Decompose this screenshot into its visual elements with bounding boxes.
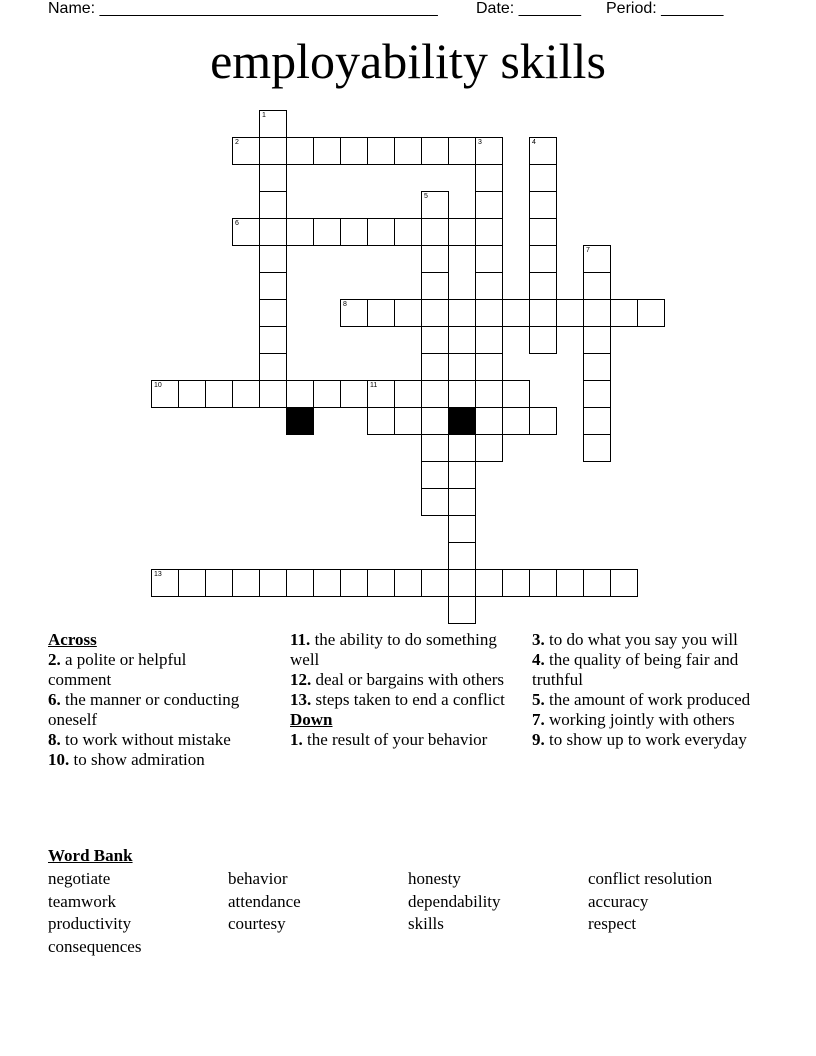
- grid-cell[interactable]: [583, 272, 611, 300]
- grid-cell[interactable]: [340, 137, 368, 165]
- grid-cell[interactable]: [421, 407, 449, 435]
- clue-item-number: 13.: [290, 690, 312, 709]
- clue-item: [532, 650, 762, 690]
- grid-cell[interactable]: [448, 596, 476, 624]
- grid-cell[interactable]: [475, 164, 503, 192]
- clue-number: 5: [424, 193, 428, 200]
- grid-cell[interactable]: [610, 569, 638, 597]
- grid-cell[interactable]: [502, 407, 530, 435]
- grid-cell[interactable]: [421, 569, 449, 597]
- clue-item-text: the amount of work produced: [544, 690, 751, 709]
- grid-cell[interactable]: [259, 245, 287, 273]
- clue-number: 3: [478, 139, 482, 146]
- grid-cell[interactable]: [394, 299, 422, 327]
- clue-item-text: to work without mistake: [60, 730, 231, 749]
- grid-cell[interactable]: [421, 434, 449, 462]
- grid-cell[interactable]: [367, 407, 395, 435]
- grid-cell[interactable]: [448, 569, 476, 597]
- grid-cell[interactable]: [259, 137, 287, 165]
- grid-cell[interactable]: [637, 299, 665, 327]
- clue-item-text: working jointly with others: [544, 710, 735, 729]
- grid-cell[interactable]: [448, 461, 476, 489]
- grid-cell[interactable]: [394, 137, 422, 165]
- clue-item-text: steps taken to end a conflict: [311, 690, 505, 709]
- grid-cell[interactable]: [583, 569, 611, 597]
- grid-cell[interactable]: [259, 110, 287, 138]
- clue-item: [48, 650, 248, 690]
- clue-number: 2: [235, 139, 239, 146]
- word-bank-item: negotiate: [48, 869, 111, 888]
- grid-cell[interactable]: [340, 569, 368, 597]
- clue-item-text: to show admiration: [69, 750, 205, 769]
- word-bank-item: conflict resolution: [588, 869, 713, 888]
- grid-cell[interactable]: [259, 191, 287, 219]
- grid-cell[interactable]: [421, 380, 449, 408]
- grid-cell[interactable]: [421, 191, 449, 219]
- grid-cell[interactable]: [529, 245, 557, 273]
- clues-column-3: [532, 630, 762, 750]
- grid-cell[interactable]: [232, 569, 260, 597]
- grid-cell[interactable]: [448, 434, 476, 462]
- date-field[interactable]: Date: _______: [476, 0, 581, 17]
- word-bank-item: productivity: [48, 914, 132, 933]
- grid-cell[interactable]: [583, 407, 611, 435]
- grid-cell[interactable]: [475, 380, 503, 408]
- grid-cell[interactable]: [529, 191, 557, 219]
- grid-cell[interactable]: [205, 569, 233, 597]
- grid-cell[interactable]: [313, 218, 341, 246]
- clue-item-number: 12.: [290, 670, 312, 689]
- grid-cell[interactable]: [286, 569, 314, 597]
- grid-cell[interactable]: [448, 515, 476, 543]
- clue-item-number: 6.: [48, 690, 61, 709]
- grid-cell[interactable]: [340, 218, 368, 246]
- grid-cell[interactable]: [340, 299, 368, 327]
- black-cell: [448, 407, 476, 435]
- clues-column-2: [290, 630, 510, 750]
- clue-number: 7: [586, 247, 590, 254]
- grid-cell[interactable]: [259, 569, 287, 597]
- grid-cell[interactable]: [529, 272, 557, 300]
- grid-cell[interactable]: [313, 137, 341, 165]
- word-bank-item: attendance: [228, 892, 301, 911]
- grid-cell[interactable]: [556, 299, 584, 327]
- grid-cell[interactable]: [529, 407, 557, 435]
- word-bank-item: respect: [588, 914, 637, 933]
- grid-cell[interactable]: [286, 380, 314, 408]
- grid-cell[interactable]: [178, 380, 206, 408]
- grid-cell[interactable]: [502, 299, 530, 327]
- grid-cell[interactable]: [529, 326, 557, 354]
- grid-cell[interactable]: [394, 218, 422, 246]
- grid-cell[interactable]: [394, 407, 422, 435]
- grid-cell[interactable]: [448, 353, 476, 381]
- grid-cell[interactable]: [286, 137, 314, 165]
- clue-item-number: 5.: [532, 690, 545, 709]
- clue-number: 8: [343, 301, 347, 308]
- grid-cell[interactable]: [583, 326, 611, 354]
- grid-cell[interactable]: [421, 326, 449, 354]
- grid-cell[interactable]: [502, 380, 530, 408]
- clue-number: 10: [154, 382, 162, 389]
- clue-item-number: 4.: [532, 650, 545, 669]
- grid-cell[interactable]: [205, 380, 233, 408]
- grid-cell[interactable]: [448, 488, 476, 516]
- clue-item: [532, 730, 762, 750]
- grid-cell[interactable]: [367, 569, 395, 597]
- clue-item-text: the ability to do something well: [290, 630, 497, 669]
- grid-cell[interactable]: [259, 218, 287, 246]
- grid-cell[interactable]: [475, 299, 503, 327]
- grid-cell[interactable]: [421, 299, 449, 327]
- grid-cell[interactable]: [421, 245, 449, 273]
- name-field[interactable]: Name: ______________________________________: [48, 0, 438, 17]
- clue-item-text: the manner or conducting oneself: [48, 690, 240, 729]
- grid-cell[interactable]: [475, 137, 503, 165]
- clue-item: [532, 630, 762, 650]
- grid-cell[interactable]: [178, 569, 206, 597]
- grid-cell[interactable]: [367, 137, 395, 165]
- grid-cell[interactable]: [232, 137, 260, 165]
- grid-cell[interactable]: [583, 299, 611, 327]
- clue-item: [532, 710, 762, 730]
- clue-item: [290, 690, 510, 710]
- grid-cell[interactable]: [529, 137, 557, 165]
- word-bank-item: teamwork: [48, 892, 116, 911]
- clue-item-text: to do what you say you will: [544, 630, 738, 649]
- grid-cell[interactable]: [286, 218, 314, 246]
- grid-cell[interactable]: [583, 434, 611, 462]
- grid-cell[interactable]: [448, 542, 476, 570]
- grid-cell[interactable]: [421, 137, 449, 165]
- word-bank-item: courtesy: [228, 914, 286, 933]
- grid-cell[interactable]: [259, 164, 287, 192]
- grid-cell[interactable]: [448, 380, 476, 408]
- grid-cell[interactable]: [421, 218, 449, 246]
- grid-cell[interactable]: [259, 326, 287, 354]
- clue-item-number: 11.: [290, 630, 311, 649]
- grid-cell[interactable]: [475, 245, 503, 273]
- period-field[interactable]: Period: _______: [606, 0, 724, 17]
- grid-cell[interactable]: [502, 569, 530, 597]
- clue-number: 11: [370, 382, 378, 389]
- word-bank-item: honesty: [408, 869, 461, 888]
- grid-cell[interactable]: [610, 299, 638, 327]
- grid-cell[interactable]: [583, 380, 611, 408]
- clue-item: [290, 670, 510, 690]
- grid-cell[interactable]: [529, 299, 557, 327]
- grid-cell[interactable]: [583, 353, 611, 381]
- clue-item-number: 1.: [290, 730, 303, 749]
- grid-cell[interactable]: [475, 353, 503, 381]
- clue-item-number: 7.: [532, 710, 545, 729]
- grid-cell[interactable]: [556, 569, 584, 597]
- grid-cell[interactable]: [421, 272, 449, 300]
- grid-cell[interactable]: [367, 380, 395, 408]
- grid-cell[interactable]: [259, 299, 287, 327]
- word-bank-item: accuracy: [588, 892, 649, 911]
- grid-cell[interactable]: [394, 380, 422, 408]
- word-bank-item: behavior: [228, 869, 288, 888]
- grid-cell[interactable]: [529, 569, 557, 597]
- grid-cell[interactable]: [313, 380, 341, 408]
- grid-cell[interactable]: [259, 353, 287, 381]
- grid-cell[interactable]: [367, 299, 395, 327]
- grid-cell[interactable]: [529, 164, 557, 192]
- grid-cell[interactable]: [475, 191, 503, 219]
- clue-item: [48, 750, 248, 770]
- down-heading: Down: [290, 710, 333, 729]
- student-info-header: [48, 0, 788, 22]
- grid-cell[interactable]: [151, 569, 179, 597]
- clue-item-text: to show up to work everyday: [544, 730, 747, 749]
- word-bank-item: consequences: [48, 937, 142, 956]
- grid-cell[interactable]: [475, 272, 503, 300]
- grid-cell[interactable]: [448, 137, 476, 165]
- black-cell: [286, 407, 314, 435]
- clue-item-text: the result of your behavior: [302, 730, 488, 749]
- grid-cell[interactable]: [394, 569, 422, 597]
- grid-cell[interactable]: [475, 218, 503, 246]
- clue-item: [290, 730, 510, 750]
- grid-cell[interactable]: [151, 380, 179, 408]
- clue-item: [48, 690, 248, 730]
- clue-number: 6: [235, 220, 239, 227]
- grid-cell[interactable]: [313, 569, 341, 597]
- clue-item-number: 2.: [48, 650, 61, 669]
- grid-cell[interactable]: [367, 218, 395, 246]
- clue-number: 13: [154, 571, 162, 578]
- clue-number: 4: [532, 139, 536, 146]
- grid-cell[interactable]: [340, 380, 368, 408]
- clue-item-text: the quality of being fair and truthful: [532, 650, 739, 689]
- clue-item-number: 10.: [48, 750, 70, 769]
- clue-item: [532, 690, 762, 710]
- grid-cell[interactable]: [232, 218, 260, 246]
- clue-item-text: a polite or helpful comment: [48, 650, 187, 689]
- clue-item-number: 3.: [532, 630, 545, 649]
- puzzle-title: employability skills: [210, 33, 606, 89]
- clue-item: [48, 730, 248, 750]
- grid-cell[interactable]: [475, 326, 503, 354]
- grid-cell[interactable]: [421, 461, 449, 489]
- grid-cell[interactable]: [475, 407, 503, 435]
- grid-cell[interactable]: [232, 380, 260, 408]
- grid-cell[interactable]: [259, 272, 287, 300]
- word-bank-item: skills: [408, 914, 444, 933]
- grid-cell[interactable]: [583, 245, 611, 273]
- across-heading: Across: [48, 630, 97, 649]
- clue-number: 1: [262, 112, 266, 119]
- grid-cell[interactable]: [475, 434, 503, 462]
- grid-cell[interactable]: [259, 380, 287, 408]
- grid-cell[interactable]: [475, 569, 503, 597]
- clue-item: [290, 630, 510, 670]
- grid-cell[interactable]: [448, 299, 476, 327]
- word-bank-title: Word Bank: [48, 846, 133, 865]
- clues-column-1: [48, 630, 248, 770]
- grid-cell[interactable]: [421, 353, 449, 381]
- grid-cell[interactable]: [448, 218, 476, 246]
- clue-item-number: 9.: [532, 730, 545, 749]
- grid-cell[interactable]: [421, 488, 449, 516]
- grid-cell[interactable]: [529, 218, 557, 246]
- clue-item-number: 8.: [48, 730, 61, 749]
- clue-item-text: deal or bargains with others: [311, 670, 505, 689]
- word-bank-item: dependability: [408, 892, 501, 911]
